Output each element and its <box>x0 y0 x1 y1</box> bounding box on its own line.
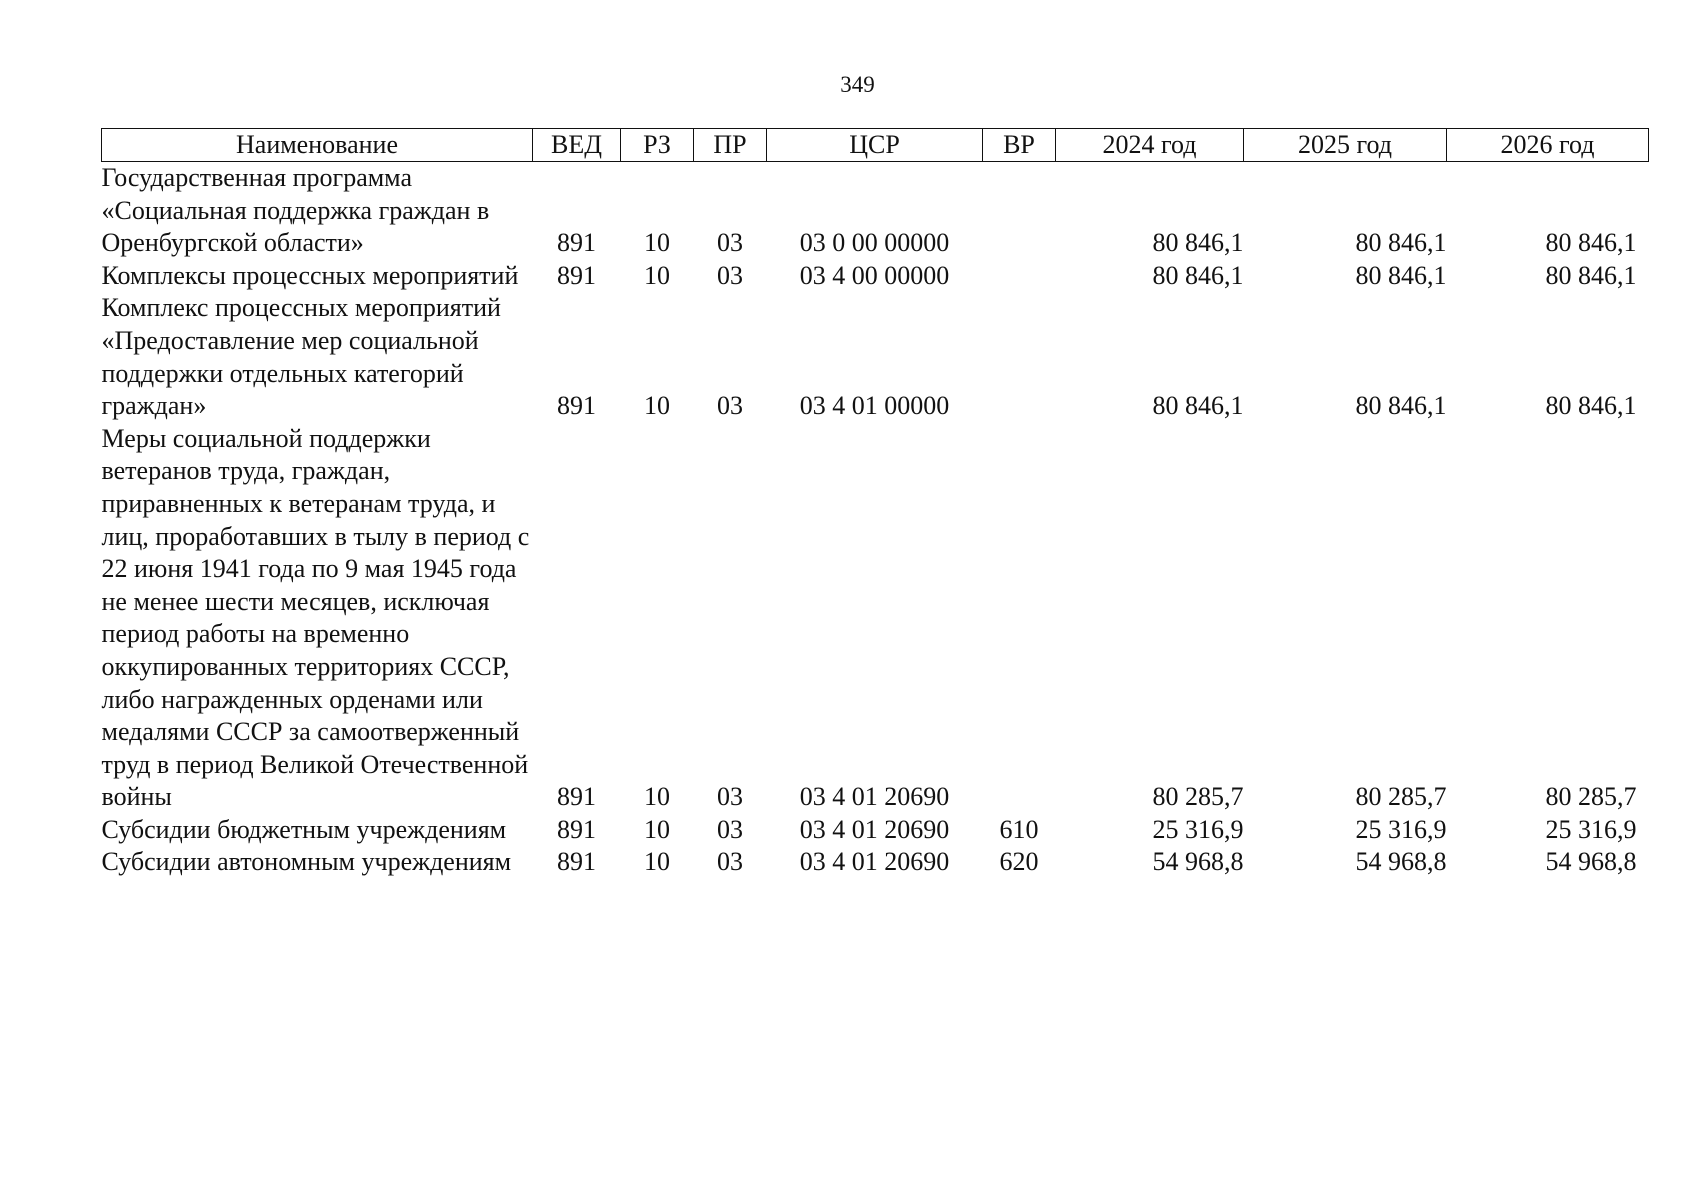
row-ved: 891 <box>557 847 596 877</box>
budget-table <box>101 128 1649 879</box>
row-vr: 620 <box>999 847 1039 877</box>
row-2026: 54 968,8 <box>1545 847 1637 877</box>
header-ved: ВЕД <box>533 129 621 162</box>
row-csr: 03 0 00 00000 <box>799 228 950 258</box>
row-2025: 80 846,1 <box>1355 260 1447 290</box>
table-row <box>102 423 1649 814</box>
row-csr: 03 4 01 20690 <box>799 847 950 877</box>
header-2025: 2025 год <box>1244 129 1447 162</box>
page-number: 349 <box>840 72 875 97</box>
row-name: Государственная программа «Социальная поддержка граждан в Оренбургской области» <box>101 163 490 258</box>
row-name: Субсидии автономным учреждениям <box>101 847 512 877</box>
header-name: Наименование <box>102 129 533 162</box>
row-name: Комплекс процессных мероприятий «Предоставление мер социальной поддержки отдельных категорий граждан» <box>101 293 501 421</box>
row-ved: 891 <box>557 391 596 421</box>
header-pr: ПР <box>694 129 767 162</box>
row-2024: 80 285,7 <box>1152 782 1244 812</box>
row-csr: 03 4 00 00000 <box>799 260 950 290</box>
table-header-row <box>102 129 1649 162</box>
header-rz: РЗ <box>621 129 694 162</box>
row-csr: 03 4 01 20690 <box>799 814 950 844</box>
row-rz: 10 <box>644 847 670 877</box>
header-vr: ВР <box>983 129 1056 162</box>
row-csr: 03 4 01 20690 <box>799 782 950 812</box>
row-2025: 80 846,1 <box>1355 391 1447 421</box>
table-row <box>102 162 1649 260</box>
table-row <box>102 260 1649 293</box>
row-2026: 80 846,1 <box>1545 391 1637 421</box>
row-2026: 80 846,1 <box>1545 228 1637 258</box>
row-2024: 80 846,1 <box>1152 228 1244 258</box>
row-ved: 891 <box>557 260 596 290</box>
row-rz: 10 <box>644 260 670 290</box>
row-vr <box>983 423 1056 814</box>
table-row <box>102 846 1649 879</box>
row-ved: 891 <box>557 228 596 258</box>
row-pr: 03 <box>717 228 743 258</box>
row-name: Комплексы процессных мероприятий <box>101 260 519 290</box>
row-rz: 10 <box>644 782 670 812</box>
row-2024: 80 846,1 <box>1152 391 1244 421</box>
row-pr: 03 <box>717 782 743 812</box>
row-2026: 80 285,7 <box>1545 782 1637 812</box>
row-rz: 10 <box>644 228 670 258</box>
row-csr: 03 4 01 00000 <box>799 391 950 421</box>
row-2024: 54 968,8 <box>1152 847 1244 877</box>
row-2025: 80 285,7 <box>1355 782 1447 812</box>
row-vr <box>983 162 1056 260</box>
row-name: Субсидии бюджетным учреждениям <box>101 814 507 844</box>
row-rz: 10 <box>644 391 670 421</box>
row-rz: 10 <box>644 814 670 844</box>
header-2024: 2024 год <box>1056 129 1244 162</box>
row-2026: 25 316,9 <box>1545 814 1637 844</box>
table-row <box>102 814 1649 847</box>
row-2024: 25 316,9 <box>1152 814 1244 844</box>
row-vr <box>983 260 1056 293</box>
row-2026: 80 846,1 <box>1545 260 1637 290</box>
row-ved: 891 <box>557 782 596 812</box>
row-2025: 25 316,9 <box>1355 814 1447 844</box>
row-vr <box>983 292 1056 422</box>
row-pr: 03 <box>717 391 743 421</box>
header-csr: ЦСР <box>767 129 983 162</box>
row-ved: 891 <box>557 814 596 844</box>
row-name: Меры социальной поддержки ветеранов труда, граждан, приравненных к ветеранам труда, и лиц, проработавших в тылу в период с 22 июня 1941 года по 9 мая 1945 года не менее шести месяцев, исключая период работы на временно оккупированных территориях СССР, либо награжденных орденами или медалями СССР за самоотверженный труд в период Великой Отечественной войны <box>101 423 530 812</box>
row-vr: 610 <box>999 814 1039 844</box>
row-2024: 80 846,1 <box>1152 260 1244 290</box>
row-2025: 54 968,8 <box>1355 847 1447 877</box>
table-row <box>102 292 1649 422</box>
row-2025: 80 846,1 <box>1355 228 1447 258</box>
row-pr: 03 <box>717 847 743 877</box>
row-pr: 03 <box>717 260 743 290</box>
row-pr: 03 <box>717 814 743 844</box>
header-2026: 2026 год <box>1447 129 1649 162</box>
